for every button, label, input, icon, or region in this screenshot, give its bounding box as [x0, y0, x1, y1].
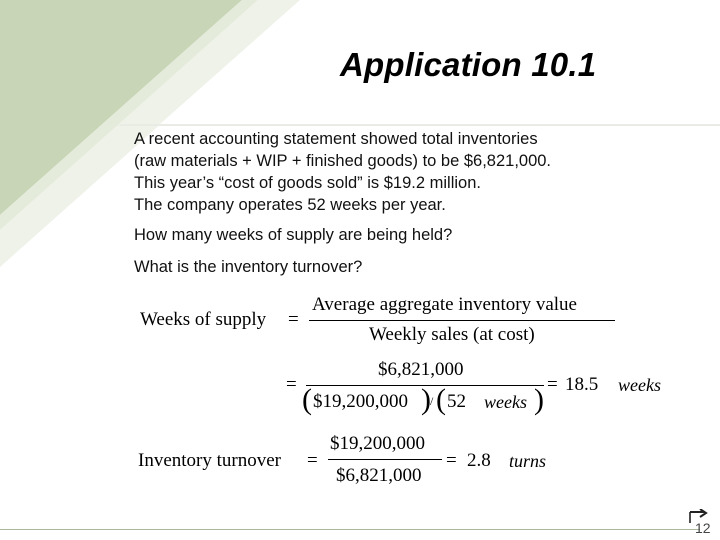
- formula-3-numerator: $19,200,000: [330, 433, 425, 454]
- formula-3-fraction-bar: [328, 459, 442, 460]
- problem-line-2: (raw materials + WIP + finished goods) to be $6,821,000.: [134, 152, 552, 170]
- formula-3-denominator: $6,821,000: [336, 465, 422, 486]
- formula-2-numerator: $6,821,000: [378, 359, 464, 380]
- problem-line-1: A recent accounting statement showed total inventories: [134, 130, 538, 148]
- question-weeks-of-supply: How many weeks of supply are being held?: [134, 226, 453, 244]
- formula-1-fraction-bar: [309, 320, 615, 321]
- formula-3-lhs: Inventory turnover: [138, 450, 281, 471]
- footer-divider: [0, 529, 700, 530]
- question-inventory-turnover: What is the inventory turnover?: [134, 258, 363, 276]
- formula-2-unit: weeks: [618, 375, 661, 395]
- formula-2-equals-2: =: [547, 374, 558, 395]
- problem-line-3: This year’s “cost of goods sold” is $19.2 million.: [134, 174, 481, 192]
- formula-2-equals: =: [286, 374, 297, 395]
- formula-2-mid-paren-open: (: [436, 383, 446, 416]
- formula-2-den-slash: /: [430, 394, 434, 408]
- formula-2-den-unit: weeks: [484, 392, 527, 412]
- formula-3-equals-2: =: [446, 450, 457, 471]
- slide-title: Application 10.1: [340, 46, 597, 83]
- problem-statement: [134, 128, 551, 216]
- formula-3-result: 2.8: [467, 450, 491, 471]
- formula-2-left-paren: (: [302, 383, 312, 416]
- page-number: 12: [695, 520, 711, 536]
- formula-2-result: 18.5: [565, 374, 599, 395]
- formula-1-equals: =: [288, 309, 299, 330]
- formula-2-mid-paren-close: ): [421, 383, 431, 416]
- formula-2-den-part-2: 52: [447, 391, 466, 412]
- formula-1-lhs: Weeks of supply: [140, 309, 267, 330]
- problem-line-4: The company operates 52 weeks per year.: [134, 196, 446, 214]
- formula-2-right-paren: ): [534, 383, 544, 416]
- formula-1-denominator: Weekly sales (at cost): [369, 324, 535, 345]
- formula-3-unit: turns: [509, 451, 547, 471]
- formula-2-den-part-1: $19,200,000: [313, 391, 408, 412]
- formula-3-equals: =: [307, 450, 318, 471]
- formula-1-numerator: Average aggregate inventory value: [312, 294, 577, 315]
